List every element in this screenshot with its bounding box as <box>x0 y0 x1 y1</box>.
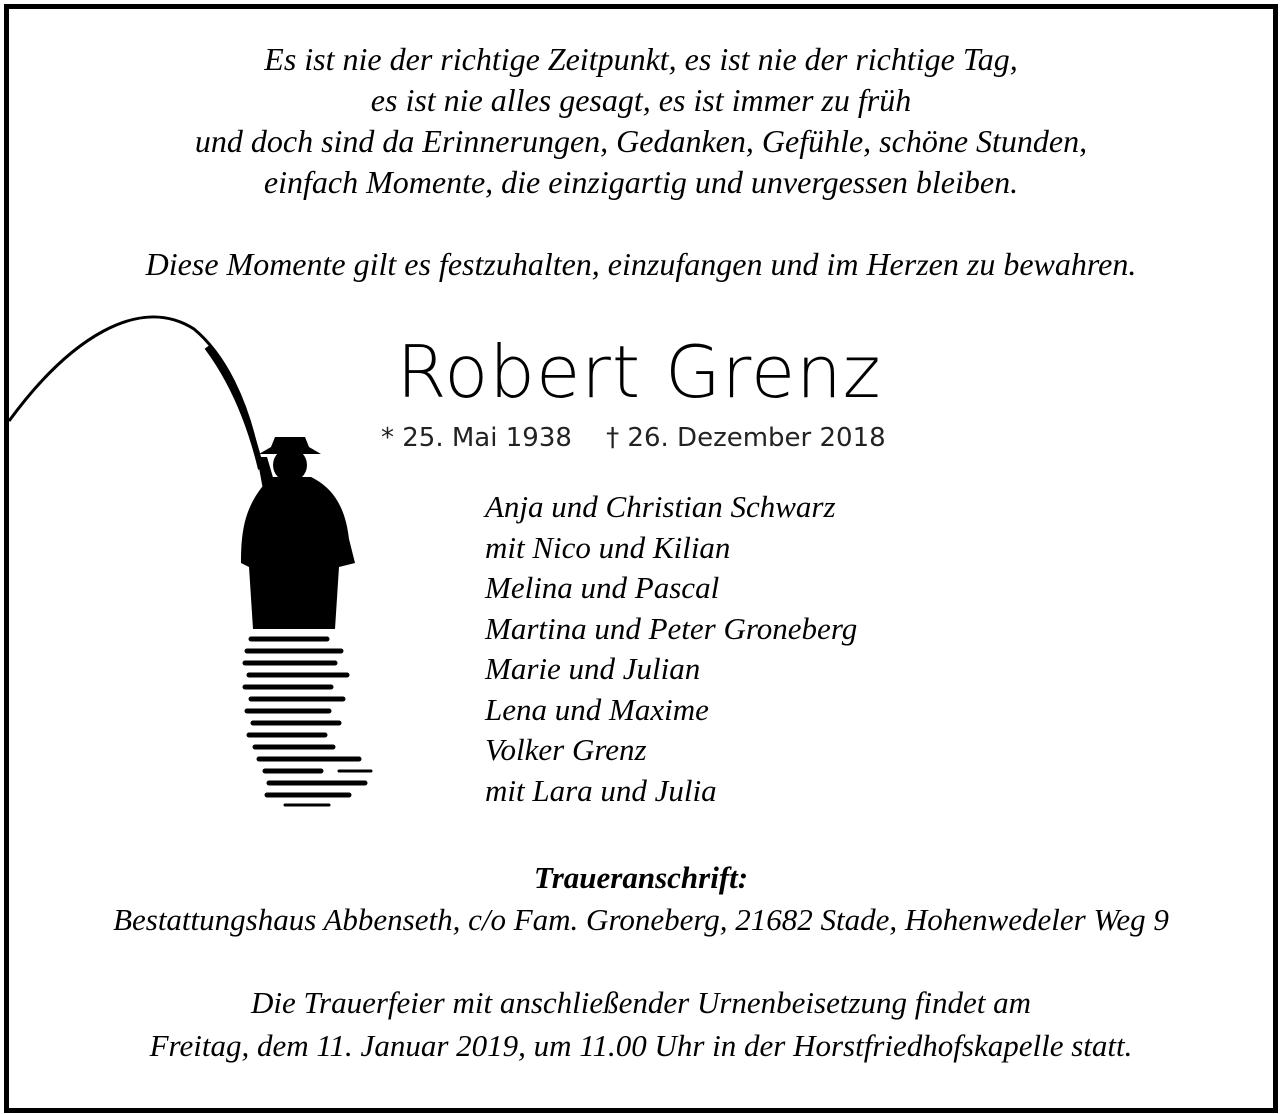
poem-line: Es ist nie der richtige Zeitpunkt, es ist nie der richtige Tag, <box>264 41 1018 77</box>
ceremony-line: Freitag, dem 11. Januar 2019, um 11.00 Uhr in der Horstfriedhofskapelle statt. <box>149 1028 1133 1063</box>
deceased-name: Robert Grenz <box>396 330 882 414</box>
birth-date: * 25. Mai 1938 <box>381 423 572 453</box>
poem <box>9 39 1273 285</box>
family-member: mit Nico und Kilian <box>485 529 731 565</box>
poem-line: und doch sind da Erinnerungen, Gedanken, Gefühle, schöne Stunden, <box>194 123 1088 159</box>
poem-line: einfach Momente, die einzigartig und unvergessen bleiben. <box>263 164 1019 200</box>
ceremony-info <box>9 981 1273 1067</box>
family-list <box>485 487 857 811</box>
mourning-address <box>9 857 1273 941</box>
address-text: Bestattungshaus Abbenseth, c/o Fam. Groneberg, 21682 Stade, Hohenwedeler Weg 9 <box>113 902 1169 937</box>
ceremony-line: Die Trauerfeier mit anschließender Urnenbeisetzung findet am <box>250 985 1032 1020</box>
poem-closing: Diese Momente gilt es festzuhalten, einzufangen und im Herzen zu bewahren. <box>145 246 1137 282</box>
family-member: Marie und Julian <box>485 651 701 686</box>
obituary-notice <box>4 4 1278 1113</box>
life-dates <box>381 421 921 455</box>
poem-gap <box>9 203 1273 244</box>
family-member: Martina und Peter Groneberg <box>485 610 858 646</box>
family-member: Anja und Christian Schwarz <box>485 489 836 524</box>
poem-line: es ist nie alles gesagt, es ist immer zu früh <box>370 82 912 118</box>
family-member: Volker Grenz <box>485 732 647 767</box>
family-member: Lena und Maxime <box>485 691 709 727</box>
death-date: † 26. Dezember 2018 <box>606 423 886 453</box>
family-member: Melina und Pascal <box>485 570 720 605</box>
family-member: mit Lara und Julia <box>485 772 717 808</box>
address-heading: Traueranschrift: <box>533 860 749 895</box>
fisherman-silhouette-icon <box>9 299 389 819</box>
